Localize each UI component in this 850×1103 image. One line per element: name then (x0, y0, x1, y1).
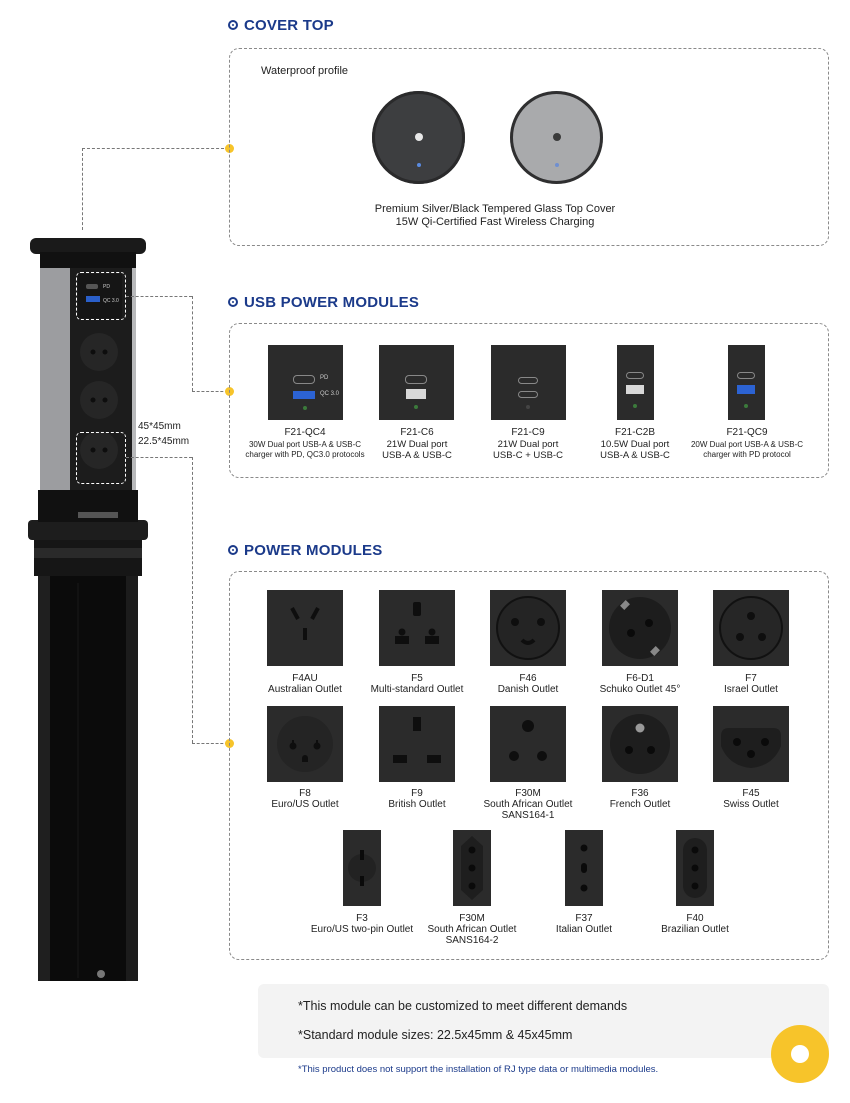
notes-box (258, 984, 829, 1058)
usb-code-f21-c2b: F21-C2B (614, 427, 655, 438)
power-name-f8: Euro/US Outlet (271, 799, 339, 810)
power-code-f3: F3 (356, 913, 368, 924)
power-name-f5: Multi-standard Outlet (370, 684, 464, 695)
leader-power-h1 (126, 457, 192, 458)
usb-module-f21-c6 (379, 345, 454, 420)
power-name-f7: Israel Outlet (724, 684, 778, 695)
usb-desc2-f21-c2b: USB-A & USB-C (600, 450, 670, 461)
usb-desc2-f21-qc4: charger with PD, QC3.0 protocols (245, 450, 365, 459)
usb-desc2-f21-c6: USB-A & USB-C (382, 450, 452, 461)
usb-desc1-f21-qc9: 20W Dual port USB-A & USB-C (690, 440, 804, 449)
usb-code-f21-c6: F21-C6 (400, 427, 434, 438)
power-module-f30m-2 (453, 830, 491, 906)
power-extra-f30m-1: SANS164-1 (501, 810, 555, 821)
power-title: POWER MODULES (244, 542, 383, 559)
power-code-f36: F36 (631, 788, 649, 799)
note-customize: *This module can be customized to meet different demands (298, 999, 628, 1013)
power-module-f40 (676, 830, 714, 906)
note-disclaimer: *This product does not support the installation of RJ type data or multimedia modules. (298, 1064, 659, 1075)
power-name-f36: French Outlet (609, 799, 671, 810)
yellow-circle-badge (771, 1025, 829, 1083)
leader-power-v (192, 457, 193, 743)
usb-code-f21-qc4: F21-QC4 (284, 427, 326, 438)
cover-black-glass (372, 91, 465, 184)
power-module-f7 (713, 590, 789, 666)
cover-silver-glass (510, 91, 603, 184)
power-name-f46: Danish Outlet (497, 684, 559, 695)
usb-module-f21-qc9 (728, 345, 765, 420)
tower-usb-highlight (76, 272, 126, 320)
tower-socket-highlight (76, 432, 126, 484)
power-code-f37: F37 (575, 913, 593, 924)
power-code-f6-d1: F6-D1 (626, 673, 654, 684)
power-name-f40: Brazilian Outlet (661, 924, 729, 935)
power-name-f4au: Australian Outlet (268, 684, 342, 695)
power-module-f9 (379, 706, 455, 782)
power-module-f6-d1 (602, 590, 678, 666)
usb-title-icon (228, 297, 238, 307)
power-extra-f30m-2: SANS164-2 (445, 935, 499, 946)
power-name-f6-d1: Schuko Outlet 45° (599, 684, 681, 695)
usb-code-f21-qc9: F21-QC9 (726, 427, 768, 438)
usb-desc2-f21-qc9: charger with PD protocol (703, 450, 791, 459)
power-module-f5 (379, 590, 455, 666)
product-image (18, 228, 158, 988)
power-module-f8 (267, 706, 343, 782)
leader-power-h2 (192, 743, 228, 744)
power-name-f45: Swiss Outlet (723, 799, 779, 810)
power-title-icon (228, 545, 238, 555)
leader-usb-h1 (126, 296, 192, 297)
usb-module-f21-qc4 (268, 345, 343, 420)
power-code-f9: F9 (411, 788, 423, 799)
power-module-f36 (602, 706, 678, 782)
popup-socket-tower (18, 228, 158, 988)
cover-profile-label: Waterproof profile (261, 65, 349, 77)
size-label-22: 22.5*45mm (138, 436, 190, 447)
power-code-f46: F46 (519, 673, 537, 684)
usb-code-f21-c9: F21-C9 (511, 427, 545, 438)
leader-cover-horizontal (82, 148, 229, 149)
power-module-f4au (267, 590, 343, 666)
leader-cover-vertical (82, 148, 83, 230)
power-name-f37: Italian Outlet (555, 924, 613, 935)
size-label-45: 45*45mm (138, 421, 181, 432)
power-code-f5: F5 (411, 673, 423, 684)
power-code-f7: F7 (745, 673, 757, 684)
usb-desc1-f21-qc4: 30W Dual port USB-A & USB-C (248, 440, 362, 449)
power-code-f40: F40 (686, 913, 704, 924)
power-name-f30m-1: South African Outlet (483, 799, 573, 810)
cover-title-icon (228, 20, 238, 30)
leader-usb-v (192, 296, 193, 391)
power-code-f8: F8 (299, 788, 311, 799)
power-name-f9: British Outlet (388, 799, 446, 810)
power-module-f45 (713, 706, 789, 782)
usb-module-f21-c9 (491, 345, 566, 420)
power-code-f30m-1: F30M (515, 788, 541, 799)
qc4-pd-label: PD (320, 375, 329, 381)
tower-usb-tag-qc: QC 3.0 (103, 298, 119, 304)
usb-desc1-f21-c2b: 10.5W Dual port (600, 439, 670, 450)
qc4-qc-label: QC 3.0 (320, 391, 340, 397)
leader-usb-h2 (192, 391, 228, 392)
power-module-f46 (490, 590, 566, 666)
tower-usb-tag-pd: PD (103, 284, 110, 290)
usb-desc2-f21-c9: USB-C + USB-C (493, 450, 563, 461)
power-name-f30m-2: South African Outlet (427, 924, 517, 935)
power-code-f4au: F4AU (292, 673, 318, 684)
power-module-f37 (565, 830, 603, 906)
power-code-f30m-2: F30M (459, 913, 485, 924)
usb-module-f21-c2b (617, 345, 654, 420)
power-module-f30m (490, 706, 566, 782)
cover-caption-1: Premium Silver/Black Tempered Glass Top Cover (374, 203, 616, 215)
power-code-f45: F45 (742, 788, 760, 799)
cover-caption-2: 15W Qi-Certified Fast Wireless Charging (395, 216, 595, 228)
usb-desc1-f21-c9: 21W Dual port (497, 439, 559, 450)
cover-title: COVER TOP (244, 17, 334, 34)
usb-title: USB POWER MODULES (244, 294, 420, 311)
power-name-f3: Euro/US two-pin Outlet (310, 924, 414, 935)
power-module-f3 (343, 830, 381, 906)
usb-desc1-f21-c6: 21W Dual port (386, 439, 448, 450)
note-module-sizes: *Standard module sizes: 22.5x45mm & 45x45mm (298, 1028, 573, 1042)
